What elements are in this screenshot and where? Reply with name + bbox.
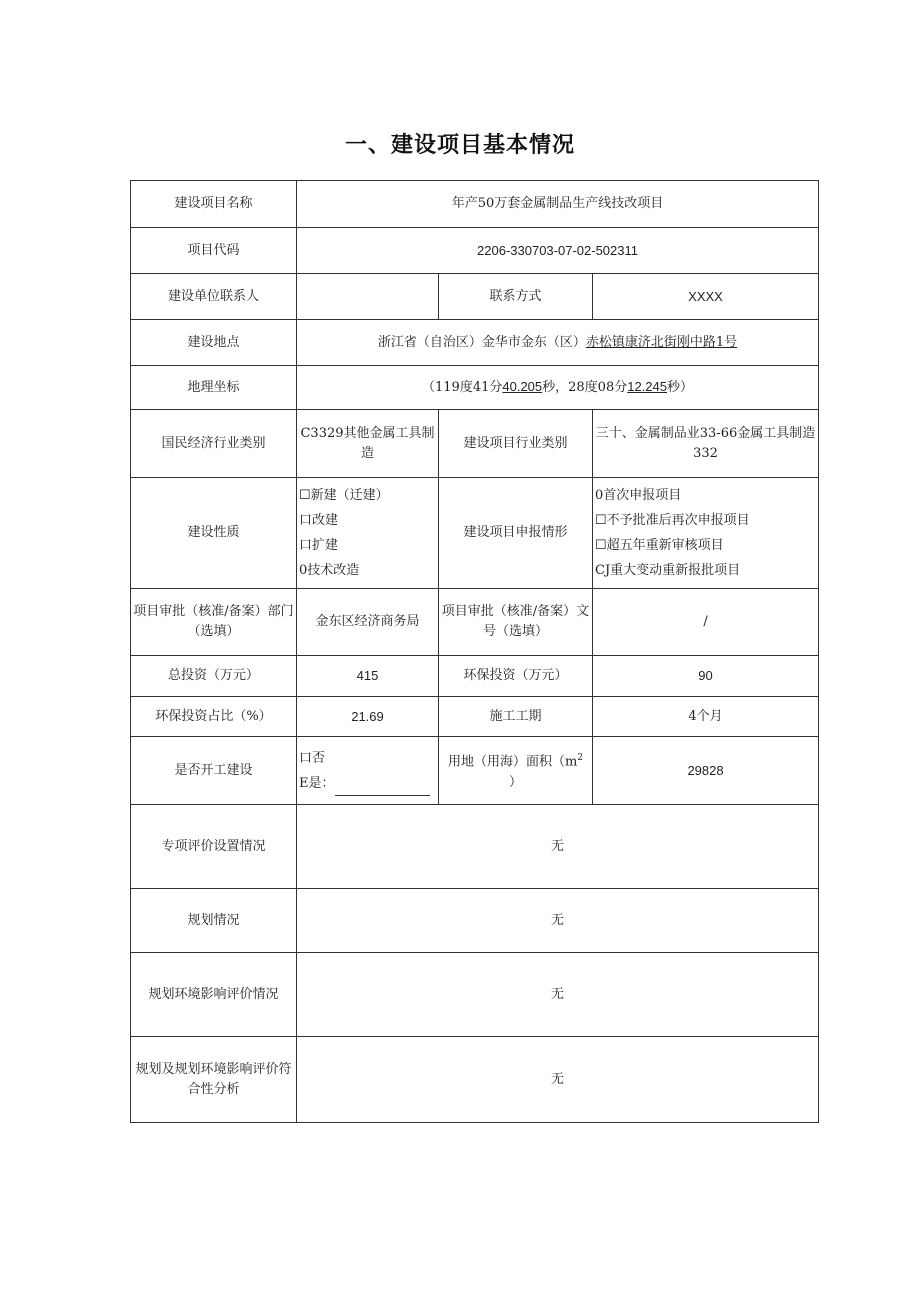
coord-part-1: （119度41分 [422,380,503,395]
row-contact [131,274,819,320]
value-special-evaluation: 无 [297,805,819,889]
value-project-name: 年产50万套金属制品生产线技改项目 [297,181,819,228]
option-expand[interactable]: 口扩建 [299,538,339,553]
coord-latitude-seconds: 12.245 [627,379,667,394]
value-project-code: 2206-330703-07-02-502311 [297,228,819,274]
label-contact-person: 建设单位联系人 [131,274,297,320]
row-approval [131,589,819,656]
row-industry [131,410,819,478]
label-land-area [439,737,593,805]
value-total-investment: 415 [297,656,439,697]
label-special-evaluation: 专项评价设置情况 [131,805,297,889]
option-rebuild[interactable]: 口改建 [299,513,339,528]
row-coordinates [131,366,819,410]
option-resubmit[interactable]: ☐不予批准后再次申报项目 [595,513,750,528]
label-industry: 国民经济行业类别 [131,410,297,478]
label-approval-dept: 项目审批（核准/备案）部门（选填） [131,589,297,656]
option-major-change[interactable]: CJ重大变动重新报批项目 [595,563,741,578]
value-compliance: 无 [297,1037,819,1123]
land-area-text: 用地（用海）面积（m [447,754,578,770]
option-tech-upgrade[interactable]: 0技术改造 [299,563,360,578]
label-construction-period: 施工工期 [439,697,593,737]
row-project-code [131,228,819,274]
value-planning: 无 [297,889,819,953]
row-planning [131,889,819,953]
label-compliance: 规划及规划环境影响评价符合性分析 [131,1037,297,1123]
page-title: 一、建设项目基本情况 [344,133,575,158]
started-blank-line [335,782,430,796]
value-industry: C3329其他金属工具制造 [297,410,439,478]
land-area-sup: 2 [577,753,584,764]
value-env-investment: 90 [593,656,819,697]
value-contact-method: XXXX [593,274,819,320]
label-project-industry: 建设项目行业类别 [439,410,593,478]
row-special-evaluation [131,805,819,889]
row-location [131,320,819,366]
value-env-ratio: 21.69 [297,697,439,737]
value-project-industry: 三十、金属制品业33-66金属工具制造332 [593,410,819,478]
row-compliance [131,1037,819,1123]
value-land-area: 29828 [593,737,819,805]
label-project-code: 项目代码 [131,228,297,274]
label-planning: 规划情况 [131,889,297,953]
row-nature [131,478,819,589]
location-street: 赤松镇康济北街刚中路1号 [585,334,738,350]
nature-options [297,478,439,589]
option-over-five-years[interactable]: ☐超五年重新审核项目 [595,538,724,553]
label-contact-method: 联系方式 [439,274,593,320]
row-project-name [131,181,819,228]
started-options [297,737,439,805]
label-project-name: 建设项目名称 [131,181,297,228]
label-env-ratio: 环保投资占比（%） [131,697,297,737]
land-area-close: ） [508,774,522,790]
option-started-label: E是： [299,775,335,791]
value-coordinates [297,366,819,410]
label-env-investment: 环保投资（万元） [439,656,593,697]
coord-longitude-seconds: 40.205 [502,379,543,394]
label-nature: 建设性质 [131,478,297,589]
location-prefix: 浙江省（自治区）金华市金东（区） [377,334,586,350]
label-planning-env: 规划环境影响评价情况 [131,953,297,1037]
label-approval-doc: 项目审批（核准/备案）文号（选填） [439,589,593,656]
label-coordinates: 地理坐标 [131,366,297,410]
value-location [297,320,819,366]
label-location: 建设地点 [131,320,297,366]
option-first-report[interactable]: 0首次申报项目 [595,488,682,503]
value-approval-doc: / [593,589,819,656]
value-planning-env: 无 [297,953,819,1037]
row-ratio [131,697,819,737]
label-report-situation: 建设项目申报情形 [439,478,593,589]
value-contact-person [297,274,439,320]
row-planning-env [131,953,819,1037]
option-new-build[interactable]: ☐新建（迁建） [299,488,389,503]
coord-part-3: 秒） [667,380,694,395]
value-construction-period: 4个月 [593,697,819,737]
row-started [131,737,819,805]
row-investment [131,656,819,697]
option-started[interactable] [299,771,436,796]
label-started: 是否开工建设 [131,737,297,805]
coord-part-2: 秒，28度08分 [542,380,628,395]
value-approval-dept: 金东区经济商务局 [297,589,439,656]
project-info-table [130,180,819,1123]
label-total-investment: 总投资（万元） [131,656,297,697]
report-options [593,478,819,589]
option-not-started[interactable]: 口否 [299,750,326,766]
